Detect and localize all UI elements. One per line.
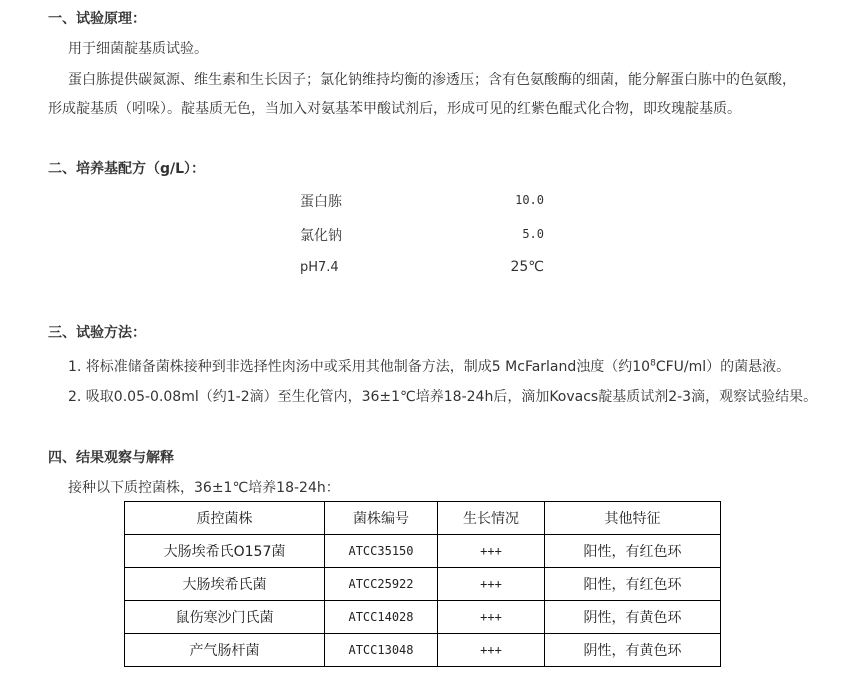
- table-row: [125, 535, 721, 568]
- table-cell-features: 阳性，有红色环: [545, 535, 721, 568]
- section1-para2-line1: 蛋白胨提供碳氮源、维生素和生长因子；氯化钠维持均衡的渗透压；含有色氨酸酶的细菌，能分解蛋白胨中的色氨酸，: [68, 72, 796, 88]
- section4-heading: 四、结果观察与解释: [48, 450, 174, 466]
- method-step-1-text: 1. 将标准储备菌株接种到非选择性肉汤中或采用其他制备方法，制成5 McFarland浊度（约10: [68, 359, 651, 375]
- table-cell-strain: 鼠伤寒沙门氏菌: [125, 601, 325, 634]
- table-row: [125, 634, 721, 667]
- table-cell-code: ATCC13048: [325, 634, 438, 667]
- section1-para2-line2: 形成靛基质（吲哚）。靛基质无色，当加入对氨基苯甲酸试剂后，形成可见的红紫色醌式化合物，即玫瑰靛基质。: [48, 101, 741, 117]
- table-cell-code: ATCC25922: [325, 568, 438, 601]
- formula-value-temp: 25℃: [510, 259, 544, 275]
- section3-heading: 三、试验方法：: [48, 325, 146, 341]
- formula-name-ph: pH7.4: [300, 260, 339, 275]
- formula-value-peptone: 10.0: [515, 193, 544, 207]
- method-step-1-text-end: CFU/ml）的菌悬液。: [655, 359, 791, 375]
- table-cell-strain: 产气肠杆菌: [125, 634, 325, 667]
- method-step-2: 2. 吸取0.05-0.08ml（约1-2滴）至生化管内，36±1℃培养18-24h后，滴加Kovacs靛基质试剂2-3滴，观察试验结果。: [68, 389, 818, 405]
- table-cell-growth: +++: [438, 568, 545, 601]
- table-cell-growth: +++: [438, 601, 545, 634]
- table-header-row: [125, 502, 721, 535]
- table-cell-code: ATCC35150: [325, 535, 438, 568]
- table-cell-strain: 大肠埃希氏菌: [125, 568, 325, 601]
- table-header-code: 菌株编号: [325, 502, 438, 535]
- table-cell-strain: 大肠埃希氏O157菌: [125, 535, 325, 568]
- table-cell-growth: +++: [438, 535, 545, 568]
- table-cell-features: 阳性，有红色环: [545, 568, 721, 601]
- section4-intro: 接种以下质控菌株，36±1℃培养18-24h：: [68, 480, 340, 496]
- table-cell-features: 阴性，有黄色环: [545, 601, 721, 634]
- qc-strain-table: [124, 501, 721, 667]
- table-row: [125, 568, 721, 601]
- method-step-1-exponent: 8: [650, 358, 656, 369]
- table-cell-code: ATCC14028: [325, 601, 438, 634]
- table-cell-features: 阴性，有黄色环: [545, 634, 721, 667]
- table-header-strain: 质控菌株: [125, 502, 325, 535]
- section1-heading: 一、试验原理：: [48, 11, 146, 27]
- section2-heading: 二、培养基配方（g/L）：: [48, 161, 206, 177]
- formula-value-nacl: 5.0: [522, 227, 544, 241]
- table-row: [125, 601, 721, 634]
- formula-name-nacl: 氯化钠: [300, 228, 342, 244]
- table-cell-growth: +++: [438, 634, 545, 667]
- table-header-features: 其他特征: [545, 502, 721, 535]
- table-header-growth: 生长情况: [438, 502, 545, 535]
- section1-para1: 用于细菌靛基质试验。: [68, 41, 208, 57]
- formula-name-peptone: 蛋白胨: [300, 194, 342, 210]
- method-step-1: [68, 356, 790, 376]
